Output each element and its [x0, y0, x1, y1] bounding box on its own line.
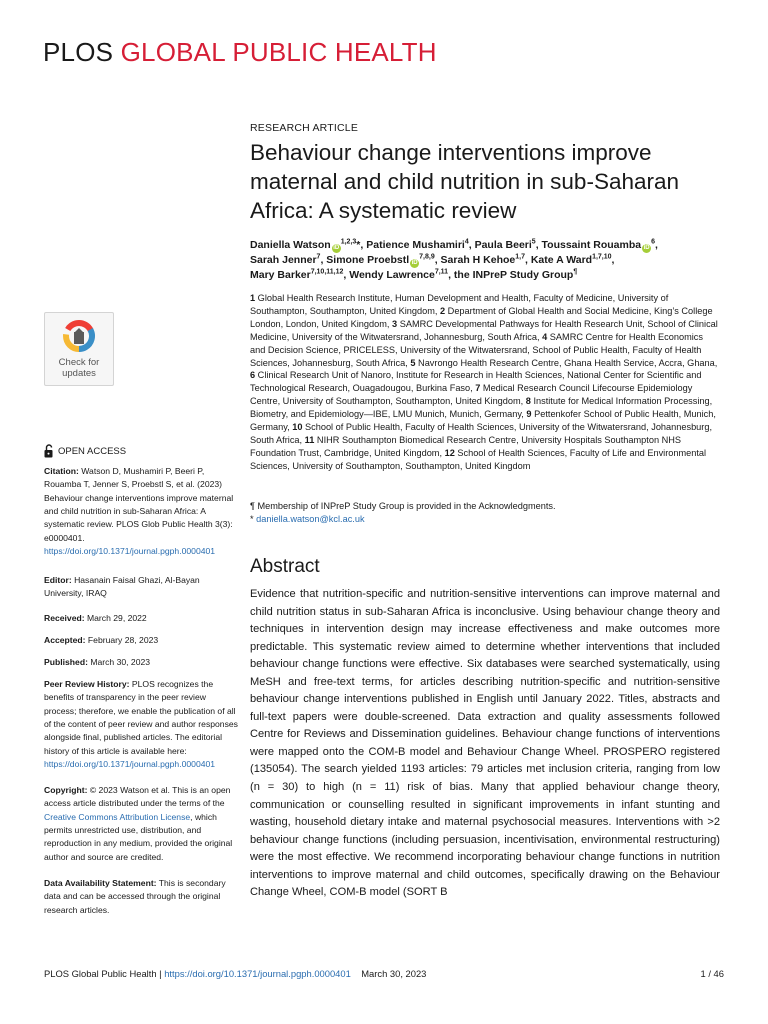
orcid-icon[interactable]: iD — [333, 245, 340, 251]
author-name[interactable]: , Sarah H Kehoe — [434, 254, 516, 266]
copyright-text: © 2023 Watson et al. This is an open access article distributed under the terms of the — [44, 785, 231, 809]
author-name[interactable]: , Paula Beeri — [468, 239, 532, 251]
corresponding-email-link[interactable]: daniella.watson@kcl.ac.uk — [256, 513, 365, 524]
peer-review-link[interactable]: https://doi.org/10.1371/journal.pgph.0000401 — [44, 759, 216, 770]
affiliation-number: 6 — [250, 370, 256, 381]
published-date: March 30, 2023 — [87, 657, 151, 667]
article-title: Behaviour change interventions improve maternal and child nutrition in sub-Saharan Africa: A systematic review — [250, 140, 680, 223]
received-date: March 29, 2022 — [84, 613, 147, 623]
editor-block — [44, 574, 240, 601]
journal-header — [43, 37, 437, 68]
affiliation-number: 9 — [526, 409, 532, 420]
journal-name: GLOBAL PUBLIC HEALTH — [120, 37, 437, 67]
affiliation-number: 12 — [444, 447, 455, 458]
article-type: RESEARCH ARTICLE — [250, 122, 359, 134]
footer-doi-link[interactable]: https://doi.org/10.1371/journal.pgph.0000401 — [164, 968, 351, 979]
footer-journal: PLOS Global Public Health | — [44, 968, 165, 979]
accepted-label: Accepted: — [44, 635, 86, 645]
data-availability-text: This is secondary data and can be accessed through the original research articles. — [44, 878, 226, 915]
data-availability-label: Data Availability Statement: — [44, 878, 157, 888]
citation-doi-link[interactable]: https://doi.org/10.1371/journal.pgph.0000401 — [44, 546, 216, 557]
affiliation-number: 1 — [250, 293, 256, 303]
affiliation-text: Institute for Medical Information Processing, Biometry, and Epidemiology—IBE, LMU Munich, Munich, Germany, — [250, 396, 713, 420]
peer-review-label: Peer Review History: — [44, 679, 130, 689]
author-name[interactable]: , Toussaint Rouamba — [535, 239, 642, 251]
crossmark-icon — [62, 319, 96, 353]
citation-label: Citation: — [44, 466, 79, 476]
received-label: Received: — [44, 613, 85, 623]
membership-note: ¶ Membership of INPreP Study Group is provided in the Acknowledgments. — [250, 501, 556, 511]
corresponding-mark: * — [250, 513, 257, 524]
plos-wordmark: PLOS — [43, 37, 114, 67]
affiliation-number: 10 — [292, 422, 303, 433]
copyright-text-tail: , which permits unrestricted use, distribution, and reproduction in any medium, provided the original author and source are credited. — [44, 811, 233, 862]
affiliation-text: Department of Global Health and Social Medicine, King’s College London, London, United Kingdom, — [250, 305, 713, 329]
affiliation-text: SAMRC Centre for Health Economics and Decision Science, PRICELESS, University of the Witwatersrand, School of Public Health, Faculty of Health Sciences, Johannesburg, South Africa, — [250, 331, 703, 368]
open-lock-icon — [44, 444, 54, 458]
affiliation-sup: 6 — [651, 238, 655, 246]
affiliation-text: School of Health Sciences, Faculty of Life and Environmental Sciences, University of Southampton, Southampton, United Kingdom — [250, 447, 707, 471]
orcid-icon[interactable]: iD — [411, 260, 418, 266]
affiliation-sup: 4 — [464, 238, 469, 246]
citation-text: Watson D, Mushamiri P, Beeri P, Rouamba T, Jenner S, Proebstl S, et al. (2023) Behaviour change interventions improve maternal and child nutrition in sub-Saharan Africa: A systematic review. PLOS Glob Public Health 3(3): e0000401. — [44, 466, 234, 543]
page-number: 1 / 46 — [700, 968, 724, 979]
affiliations — [250, 292, 720, 473]
author-notes — [250, 500, 720, 526]
abstract-text: Evidence that nutrition-specific and nutrition-sensitive interventions can improve maternal and child nutrition status in sub-Saharan Africa is inconclusive. Using behaviour change theory and techniques in intervention design may increase effectiveness and make outcomes more predictable. This systematic review aimed to determine whether interventions that included behaviour change functions were effective. Six databases were searched systematically, using MeSH and free-text terms, for articles describing nutrition-specific and nutrition-sensitive behaviour change interventions published in English until January 2022. Titles, abstracts and full-text papers were double-screened. Data extraction and quality assessments followed Centre for Reviews and Dissemination guidelines. Behaviour change functions of interventions were mapped onto the COM-B model and Behaviour Change Wheel. PROSPERO registered (135054). The search yielded 1193 articles: 79 articles met inclusion criteria, ranging from low (n = 30) to high (n = 11) risk of bias. Many that applied behaviour change theory, communication or counselling resulted in significant improvements in infant stunting and wasting, household dietary intake and maternal psychosocial measures. Interventions with >2 behaviour change functions (including persuasion, incentivisation, environmental restructuring) were the most effective. We recommend incorporating behaviour change functions in nutrition interventions to improve maternal and child outcomes, specifically drawing on the Behaviour Change Wheel, COM-B model (SORT B — [250, 588, 720, 899]
cc-license-link[interactable]: Creative Commons Attribution License — [44, 811, 191, 822]
affiliation-text: Pettenkofer School of Public Health, Munich, Germany, — [250, 409, 716, 433]
affiliation-sup: 1,7,10 — [592, 253, 612, 261]
author-name[interactable]: Mary Barker — [250, 269, 311, 281]
peer-review-block — [44, 678, 240, 771]
affiliation-text: Navrongo Health Research Centre, Ghana Health Service, Accra, Ghana, — [415, 357, 718, 368]
affiliation-sup: 7,10,11,12 — [310, 268, 344, 276]
citation-block — [44, 465, 240, 558]
orcid-icon[interactable]: iD — [643, 245, 650, 251]
affiliation-text: School of Public Health, Faculty of Health Sciences, University of the Witwatersrand, Johannesburg, South Africa, — [250, 422, 713, 445]
author-name[interactable]: Daniella Watson — [250, 239, 331, 251]
affiliation-number: 3 — [392, 318, 398, 329]
accepted-date: February 28, 2023 — [85, 635, 159, 645]
copyright-block — [44, 784, 240, 864]
author-name[interactable]: , Simone Proebstl — [320, 254, 410, 266]
affiliation-sup: 7,11 — [434, 268, 449, 276]
author-name[interactable]: , Kate A Ward — [524, 254, 593, 266]
affiliation-text: Global Health Research Institute, Human Development and Health, Faculty of Medicine, University of Southampton, Southampton, United Kingdom, — [250, 293, 669, 316]
open-access-label — [44, 444, 126, 458]
affiliation-sup: 7,8,9 — [419, 253, 435, 261]
author-separator: , — [655, 239, 658, 251]
crossmark-line2: updates — [62, 368, 96, 379]
affiliation-number: 7 — [475, 383, 481, 394]
affiliation-sup: 7 — [316, 253, 321, 261]
peer-review-text: PLOS recognizes the benefits of transparency in the peer review process; therefore, we enable the publication of all of the content of peer review and author responses alongside final, published articles. The editorial history of this article is available here: — [44, 679, 238, 756]
affiliation-text: SAMRC Developmental Pathways for Health Research Unit, School of Clinical Medicine, University of the Witwatersrand, Johannesburg, South Africa, — [250, 318, 718, 342]
editor-text: Hasanain Faisal Ghazi, Al-Bayan University, IRAQ — [44, 575, 200, 599]
check-for-updates-badge[interactable] — [44, 312, 114, 386]
published-label: Published: — [44, 657, 88, 667]
affiliation-number: 2 — [440, 305, 446, 316]
affiliation-sup: 5 — [531, 238, 536, 246]
published-block — [44, 656, 240, 669]
editor-label: Editor: — [44, 575, 72, 585]
copyright-label: Copyright: — [44, 785, 88, 795]
affiliation-text: Medical Research Council Lifecourse Epidemiology Centre, University of Southampton, Southampton, United Kingdom, — [250, 383, 693, 407]
author-name[interactable]: Sarah Jenner — [250, 254, 317, 266]
accepted-block — [44, 634, 240, 647]
author-name[interactable]: , Patience Mushamiri — [360, 239, 465, 251]
affiliation-sup: 1,7 — [515, 253, 525, 261]
data-availability-block — [44, 877, 240, 917]
author-separator: , — [611, 254, 615, 266]
affiliation-number: 11 — [304, 434, 315, 445]
author-group[interactable]: , the INPreP Study Group — [448, 269, 574, 281]
received-block — [44, 612, 240, 625]
footer-date: March 30, 2023 — [361, 968, 427, 979]
page-footer — [44, 968, 724, 979]
open-access-text: OPEN ACCESS — [58, 445, 127, 457]
affiliation-number: 4 — [542, 331, 548, 342]
abstract-heading: Abstract — [250, 556, 320, 577]
affiliation-sup: ¶ — [573, 268, 578, 276]
affiliation-sup: 1,2,3 — [340, 238, 357, 246]
check-for-updates-label — [45, 357, 113, 379]
corresponding-mark: * — [356, 239, 361, 251]
crossmark-line1: Check for — [58, 357, 100, 368]
affiliation-text: NIHR Southampton Biomedical Research Centre, University Hospitals Southampton NHS Foundation Trust, Cambridge, United Kingdom, — [250, 434, 682, 458]
affiliation-text: Clinical Research Unit of Nanoro, Institute for Research in Health Sciences, National Center for Scientific and Technological Research, Ouagadougou, Burkina Faso, — [250, 370, 702, 394]
author-list — [250, 238, 720, 283]
author-name[interactable]: , Wendy Lawrence — [343, 269, 435, 281]
affiliation-number: 8 — [525, 396, 531, 407]
affiliation-number: 5 — [410, 357, 416, 368]
